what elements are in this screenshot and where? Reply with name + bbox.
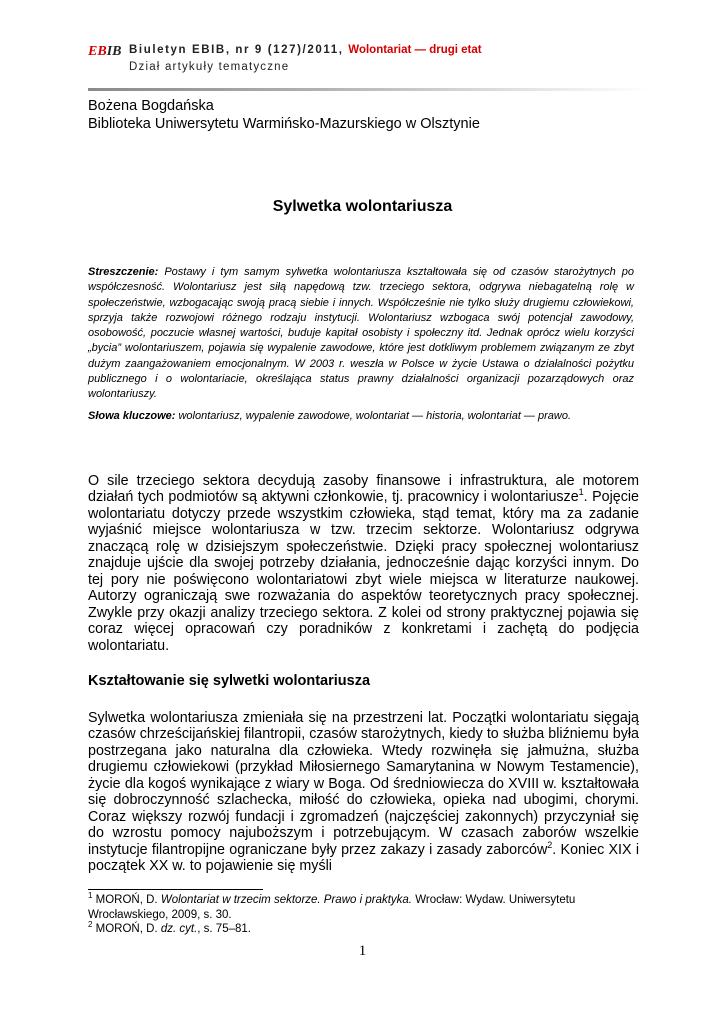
article-title: Sylwetka wolontariusza bbox=[272, 198, 453, 215]
body-paragraph-1: O sile trzeciego sektora decydują zasoby finansowe i infrastruktura, ale motorem działań tych podmiotów są aktywni członkowie, tj. pracownicy i wolontariusze$^1$. Pojęcie wolontariatu dotyczy przede wszystkim człowieka, stąd temat, który ma za zadanie wyjaśnić miejsce wolontariusza w tzw. trzecim sektorze. Wolontariusz odgrywa znaczącą rolę w dzisiejszym społeczeństwie. Dzięki pracy społecznej wolontariusz znajduje ujście dla swojej potrzeby działania, jednocześnie dając korzyści innym. Do tej pory nie poświęcono wolontariatowi zbyt wiele miejsca w literaturze naukowej. Autorzy ograniczają swe rozważania do aspektów teoretycznych pracy społecznej. Zwykle przy okazji analizy trzeciego sektora. Z kolei od strony praktycznej pojawia się coraz więcej opracowań czy poradników z konkretami i zachętą do podjęcia wolontariatu. bbox=[88, 473, 639, 654]
footnote-separator bbox=[88, 889, 263, 890]
abstract-label: Streszczenie: bbox=[88, 266, 159, 278]
author-block bbox=[88, 97, 480, 133]
abstract bbox=[88, 265, 634, 403]
issue-topic: Wolontariat — drugi etat bbox=[348, 44, 482, 56]
bulletin-line bbox=[129, 44, 482, 56]
abstract-text: Postawy i tym samym sylwetka wolontariusza kształtowała się od czasów starożytnych po współczesność. Wolontariusz jest siłą napędową tzw. trzeciego sektora, odgrywa niebagatelną rolę w społeczeństwie, wzbogacając swoją pracą siebie i innych. Współcześnie nie tylko służy drugiemu człowiekowi, sprzyja także rozwojowi różnego rodzaju instytucji. Wolontariusz wzbogaca swój potencjał zawodowy, osobowość, poczucie własnej wartości, buduje kapitał osobisty i społeczny itd. Jednak oprócz wielu korzyści „bycia” wolontariuszem, pojawia się wypalenie zawodowe, które jest dotkliwym problemem związanym ze zbyt dużym zaangażowaniem emocjonalnym. W 2003 r. weszła w Polsce w życie Ustawa o działalności pożytku publicznego i o wolontariacie, określająca status prawny działalności organizacji pozarządowych oraz wolontariuszy. bbox=[88, 266, 635, 401]
author-name: Bożena Bogdańska bbox=[88, 98, 214, 114]
footnote-ref-2[interactable]: 2 bbox=[547, 839, 553, 850]
page-number: 1 bbox=[358, 943, 367, 959]
body-paragraph-2: Sylwetka wolontariusza zmieniała się na przestrzeni lat. Początki wolontariatu sięgają czasów chrześcijańskiej filantropii, czasów starożytnych, kiedy to służba bliźniemu była postrzegana jako naturalna dla człowieka. Wtedy rozwinęła się jałmużna, służba drugiemu człowiekowi (przykład Miłosiernego Samarytanina w Nowym Testamencie), życie dla kogoś wynikające z wiary w Boga. Od średniowiecza do XVIII w. kształtowała się dobroczynność szlachecka, miłość do człowieka, opieka nad ubogimi, chorymi. Coraz większy rozwój fundacji i zgromadzeń (najczęściej zakonnych) przyczyniał się do wzrostu pomocy najuboższym i potrzebującym. W czasach zaborów wszelkie instytucje filantropijne ograniczane były przez zakazy i zasady zaborców$^2$. Koniec XIX i początek XX w. to pojawienie się myśli bbox=[88, 710, 639, 875]
keywords bbox=[88, 409, 634, 424]
section-label: Dział artykuły tematyczne bbox=[129, 61, 290, 73]
author-affiliation: Biblioteka Uniwersytetu Warmińsko-Mazurskiego w Olsztynie bbox=[88, 116, 480, 132]
bulletin-issue: Biuletyn EBIB, nr 9 (127)/2011, bbox=[129, 44, 344, 56]
section-heading: Kształtowanie się sylwetki wolontariusza bbox=[88, 673, 371, 689]
keywords-text: wolontariusz, wypalenie zawodowe, wolontariat — historia, wolontariat — prawo. bbox=[178, 410, 572, 422]
footnote-1: $^1$ MOROŃ, D. Wolontariat w trzecim sektorze. Prawo i praktyka. Wrocław: Wydaw. Uniwersytetu Wrocławskiego, 2009, s. 30. bbox=[88, 891, 576, 921]
keywords-label: Słowa kluczowe: bbox=[88, 410, 176, 422]
header-rule bbox=[88, 88, 648, 91]
footnote-2: $^2$ MOROŃ, D. dz. cyt., s. 75–81. bbox=[88, 920, 251, 935]
footnote-ref-1[interactable]: 1 bbox=[578, 487, 584, 498]
footnotes bbox=[88, 893, 639, 937]
page-header bbox=[88, 40, 648, 90]
ebib-logo: EBIB bbox=[88, 44, 122, 59]
